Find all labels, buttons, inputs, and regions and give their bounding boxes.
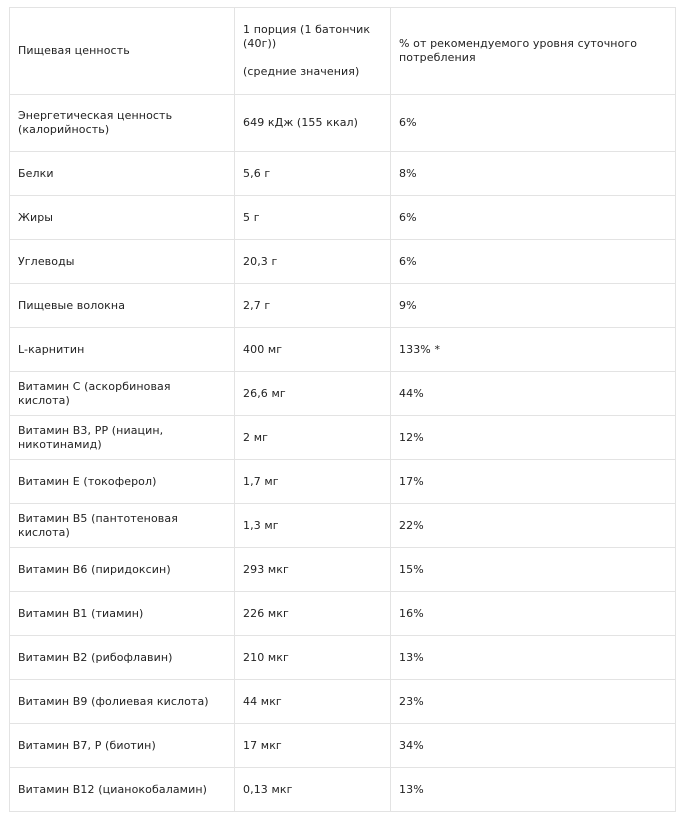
table-row: [10, 95, 676, 152]
nutrient-name-cell: [10, 240, 235, 284]
nutrient-name-cell: [10, 680, 235, 724]
table-row: [10, 768, 676, 812]
nutrient-amount: 5 г: [243, 210, 260, 224]
nutrient-percent: 23%: [399, 694, 424, 708]
nutrient-name: Витамин В7, Р (биотин): [18, 738, 156, 752]
nutrient-percent-cell: [391, 328, 676, 372]
nutrient-amount: 210 мкг: [243, 650, 289, 664]
table-row: [10, 548, 676, 592]
table-row: [10, 152, 676, 196]
table-row: [10, 416, 676, 460]
nutrient-amount: 1,7 мг: [243, 474, 279, 488]
nutrient-name-cell: [10, 284, 235, 328]
nutrient-percent-cell: [391, 284, 676, 328]
nutrient-percent: 9%: [399, 298, 417, 312]
nutrient-percent: 44%: [399, 386, 424, 400]
nutrient-name: Витамин В1 (тиамин): [18, 606, 144, 620]
nutrient-amount: 226 мкг: [243, 606, 289, 620]
nutrient-percent: 16%: [399, 606, 424, 620]
nutrient-name: Витамин С (аскорбиновая кислота): [18, 379, 171, 407]
nutrient-percent: 12%: [399, 430, 424, 444]
nutrient-percent: 6%: [399, 116, 417, 129]
nutrient-amount: 2 мг: [243, 430, 268, 444]
nutrient-amount-cell: [235, 196, 391, 240]
nutrient-percent: 13%: [399, 782, 424, 796]
nutrient-name-cell: [10, 416, 235, 460]
nutrient-amount-cell: [235, 548, 391, 592]
table-row: [10, 284, 676, 328]
nutrient-name-cell: [10, 636, 235, 680]
nutrient-name: L-карнитин: [18, 342, 85, 356]
nutrient-amount: 400 мг: [243, 342, 283, 356]
nutrient-name: Пищевые волокна: [18, 298, 126, 312]
nutrient-amount-cell: [235, 240, 391, 284]
nutrient-percent: 17%: [399, 474, 424, 488]
table-row: [10, 724, 676, 768]
nutrient-name: Витамин В3, РР (ниацин, никотинамид): [18, 423, 164, 451]
nutrient-percent-cell: [391, 592, 676, 636]
header-serving-cell: [235, 8, 391, 95]
table-row: [10, 460, 676, 504]
nutrient-amount: 649 кДж (155 ккал): [243, 116, 359, 129]
table-row: [10, 680, 676, 724]
nutrient-percent-cell: [391, 152, 676, 196]
nutrient-amount-cell: [235, 504, 391, 548]
nutrient-name-cell: [10, 724, 235, 768]
nutrient-amount: 17 мкг: [243, 738, 282, 752]
header-serving-note: (средние значения): [243, 65, 360, 78]
header-serving-label: 1 порция (1 батончик (40г)): [243, 23, 371, 50]
table-row: [10, 328, 676, 372]
header-nutrient-cell: [10, 8, 235, 95]
nutrient-amount-cell: [235, 680, 391, 724]
nutrient-name: Белки: [18, 166, 54, 180]
nutrient-amount-cell: [235, 724, 391, 768]
nutrient-amount-cell: [235, 328, 391, 372]
nutrient-name: Витамин В5 (пантотеновая кислота): [18, 511, 178, 539]
table-row: [10, 504, 676, 548]
nutrient-amount-cell: [235, 460, 391, 504]
table-row: [10, 240, 676, 284]
nutrient-amount-cell: [235, 284, 391, 328]
nutrient-percent-cell: [391, 724, 676, 768]
nutrient-name-cell: [10, 504, 235, 548]
nutrient-name-cell: [10, 95, 235, 152]
nutrient-name-cell: [10, 152, 235, 196]
nutrient-name-cell: [10, 328, 235, 372]
nutrient-percent: 15%: [399, 562, 424, 576]
table-row: [10, 196, 676, 240]
nutrient-percent: 34%: [399, 738, 424, 752]
table-row: [10, 592, 676, 636]
nutrient-name-cell: [10, 548, 235, 592]
nutrient-name: Углеводы: [18, 254, 75, 268]
nutrient-amount-cell: [235, 372, 391, 416]
nutrient-amount-cell: [235, 416, 391, 460]
nutrient-percent-cell: [391, 680, 676, 724]
nutrient-name: Витамин В2 (рибофлавин): [18, 650, 173, 664]
nutrient-percent: 8%: [399, 166, 417, 180]
nutrient-amount: 44 мкг: [243, 694, 282, 708]
nutrient-name: Витамин Е (токоферол): [18, 474, 157, 488]
nutrition-table: [9, 7, 676, 812]
nutrient-percent-cell: [391, 504, 676, 548]
nutrient-name-cell: [10, 592, 235, 636]
nutrient-name-cell: [10, 196, 235, 240]
nutrient-name-cell: [10, 768, 235, 812]
nutrient-percent-cell: [391, 240, 676, 284]
nutrient-name-cell: [10, 460, 235, 504]
table-row: [10, 372, 676, 416]
header-percent-cell: [391, 8, 676, 95]
nutrient-amount-cell: [235, 636, 391, 680]
nutrient-amount: 1,3 мг: [243, 518, 279, 532]
table-row: [10, 636, 676, 680]
nutrient-name: Витамин В9 (фолиевая кислота): [18, 694, 209, 708]
nutrient-amount: 26,6 мг: [243, 386, 286, 400]
nutrient-percent-cell: [391, 768, 676, 812]
nutrient-percent-cell: [391, 416, 676, 460]
nutrient-amount-cell: [235, 592, 391, 636]
nutrient-percent: 6%: [399, 210, 417, 224]
nutrient-amount: 2,7 г: [243, 298, 271, 312]
nutrient-amount: 293 мкг: [243, 562, 289, 576]
nutrient-name-cell: [10, 372, 235, 416]
nutrient-name: Витамин В12 (цианокобаламин): [18, 782, 208, 796]
nutrient-percent-cell: [391, 196, 676, 240]
nutrient-name: Витамин В6 (пиридоксин): [18, 562, 171, 576]
nutrient-percent: 6%: [399, 254, 417, 268]
nutrient-percent-cell: [391, 636, 676, 680]
nutrient-name: Энергетическая ценность (калорийность): [18, 109, 173, 136]
nutrient-percent-cell: [391, 95, 676, 152]
nutrient-amount-cell: [235, 95, 391, 152]
nutrient-percent: 13%: [399, 650, 424, 664]
table-header-row: [10, 8, 676, 95]
nutrient-percent: 133% *: [399, 342, 441, 356]
nutrient-percent-cell: [391, 372, 676, 416]
nutrient-percent-cell: [391, 460, 676, 504]
nutrient-amount: 5,6 г: [243, 166, 271, 180]
nutrient-name: Жиры: [18, 210, 54, 224]
nutrient-amount: 0,13 мкг: [243, 782, 293, 796]
nutrient-amount: 20,3 г: [243, 254, 278, 268]
nutrient-amount-cell: [235, 768, 391, 812]
header-nutrient-label: Пищевая ценность: [18, 44, 130, 57]
nutrient-percent-cell: [391, 548, 676, 592]
nutrient-percent: 22%: [399, 518, 424, 532]
nutrient-amount-cell: [235, 152, 391, 196]
header-percent-label: % от рекомендуемого уровня суточного потребления: [399, 37, 638, 64]
